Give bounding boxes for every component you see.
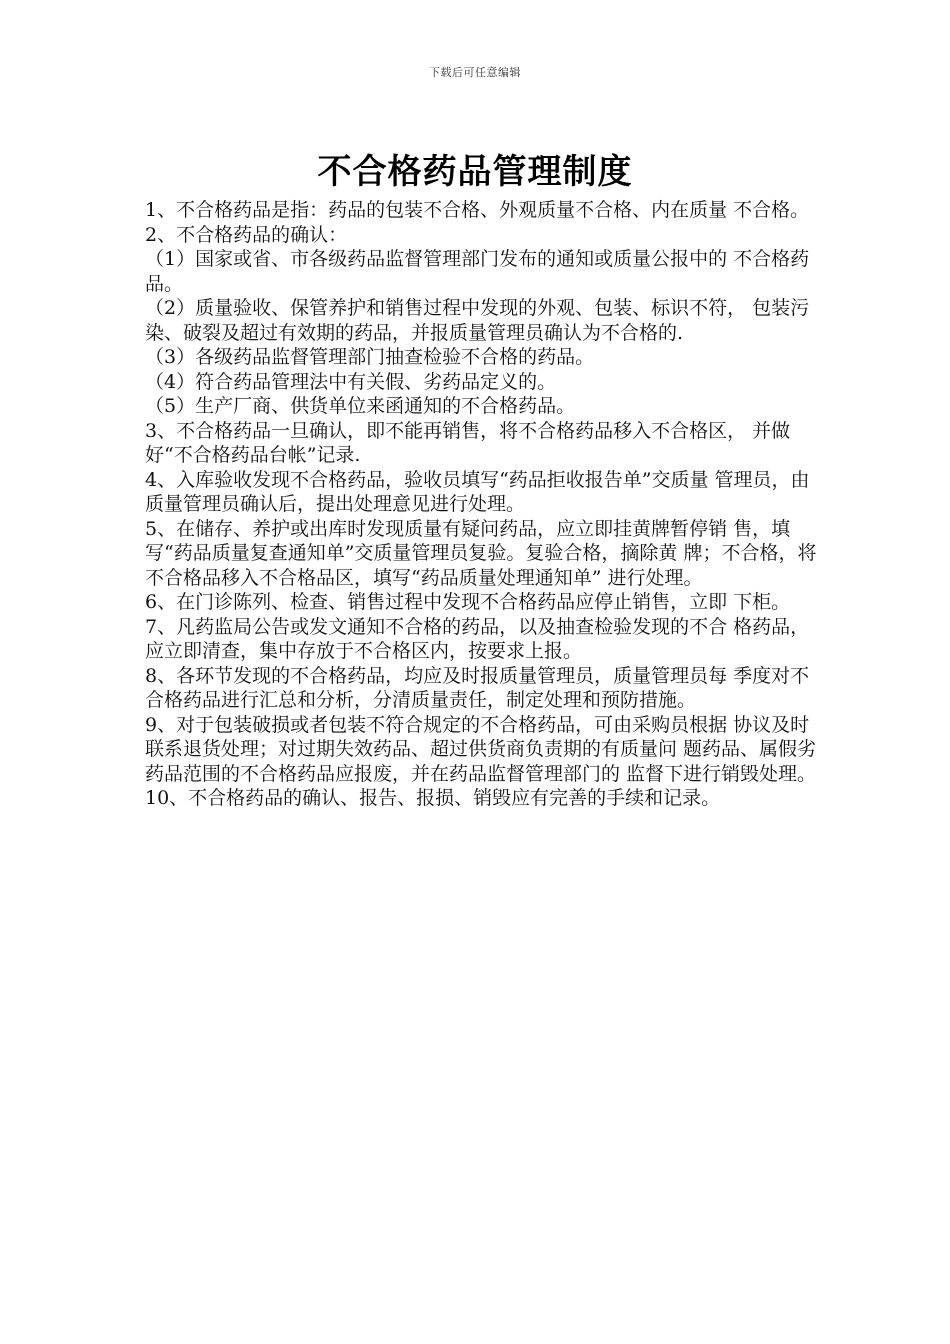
paragraph: 9、对于包装破损或者包装不符合规定的不合格药品，可由采购员根据 协议及时联系退货处理；对过期失效药品、超过供货商负责期的有质量问 题药品、属假劣药品范围的不合格药品应报废，并在药品监督管理部门的 监督下进行销毁处理。 [145, 713, 817, 785]
paragraph: 7、凡药监局公告或发文通知不合格的药品，以及抽查检验发现的不合 格药品，应立即清查，集中存放于不合格区内，按要求上报。 [145, 615, 810, 662]
paragraph: 4、入库验收发现不合格药品，验收员填写“药品拒收报告单”交质量 管理员，由质量管理员确认后，提出处理意见进行处理。 [145, 468, 810, 515]
paragraph: （3）各级药品监督管理部门抽查检验不合格的药品。 [145, 346, 595, 368]
document-body [145, 198, 825, 811]
paragraph: 10、不合格药品的确认、报告、报损、销毁应有完善的手续和记录。 [145, 787, 721, 809]
header-note: 下载后可任意编辑 [429, 66, 521, 79]
paragraph: （5）生产厂商、供货单位来函通知的不合格药品。 [145, 395, 576, 417]
paragraph: 1、不合格药品是指：药品的包装不合格、外观质量不合格、内在质量 不合格。 [145, 199, 810, 221]
document-title: 不合格药品管理制度 [317, 152, 633, 192]
paragraph: 3、不合格药品一旦确认，即不能再销售，将不合格药品移入不合格区， 并做好“不合格药品台帐”记录. [145, 419, 791, 466]
paragraph: 2、不合格药品的确认： [145, 223, 348, 246]
paragraph: 8、各环节发现的不合格药品，均应及时报质量管理员，质量管理员每 季度对不合格药品进行汇总和分析，分清质量责任，制定处理和预防措施。 [145, 664, 810, 711]
paragraph: （4）符合药品管理法中有关假、劣药品定义的。 [145, 370, 557, 393]
paragraph: （1）国家或省、市各级药品监督管理部门发布的通知或质量公报中的 不合格药品。 [145, 248, 810, 295]
paragraph: 5、在储存、养护或出库时发现质量有疑问药品，应立即挂黄牌暂停销 售，填写“药品质量复查通知单”交质量管理员复验。复验合格，摘除黄 牌；不合格，将不合格品移入不合格品区，填写“药品质量处理通知单” 进行处理。 [145, 517, 817, 589]
paragraph: （2）质量验收、保管养护和销售过程中发现的外观、包装、标识不符， 包装污染、破裂及超过有效期的药品，并报质量管理员确认为不合格的. [145, 297, 810, 344]
paragraph: 6、在门诊陈列、检查、销售过程中发现不合格药品应停止销售，立即 下柜。 [145, 591, 791, 613]
